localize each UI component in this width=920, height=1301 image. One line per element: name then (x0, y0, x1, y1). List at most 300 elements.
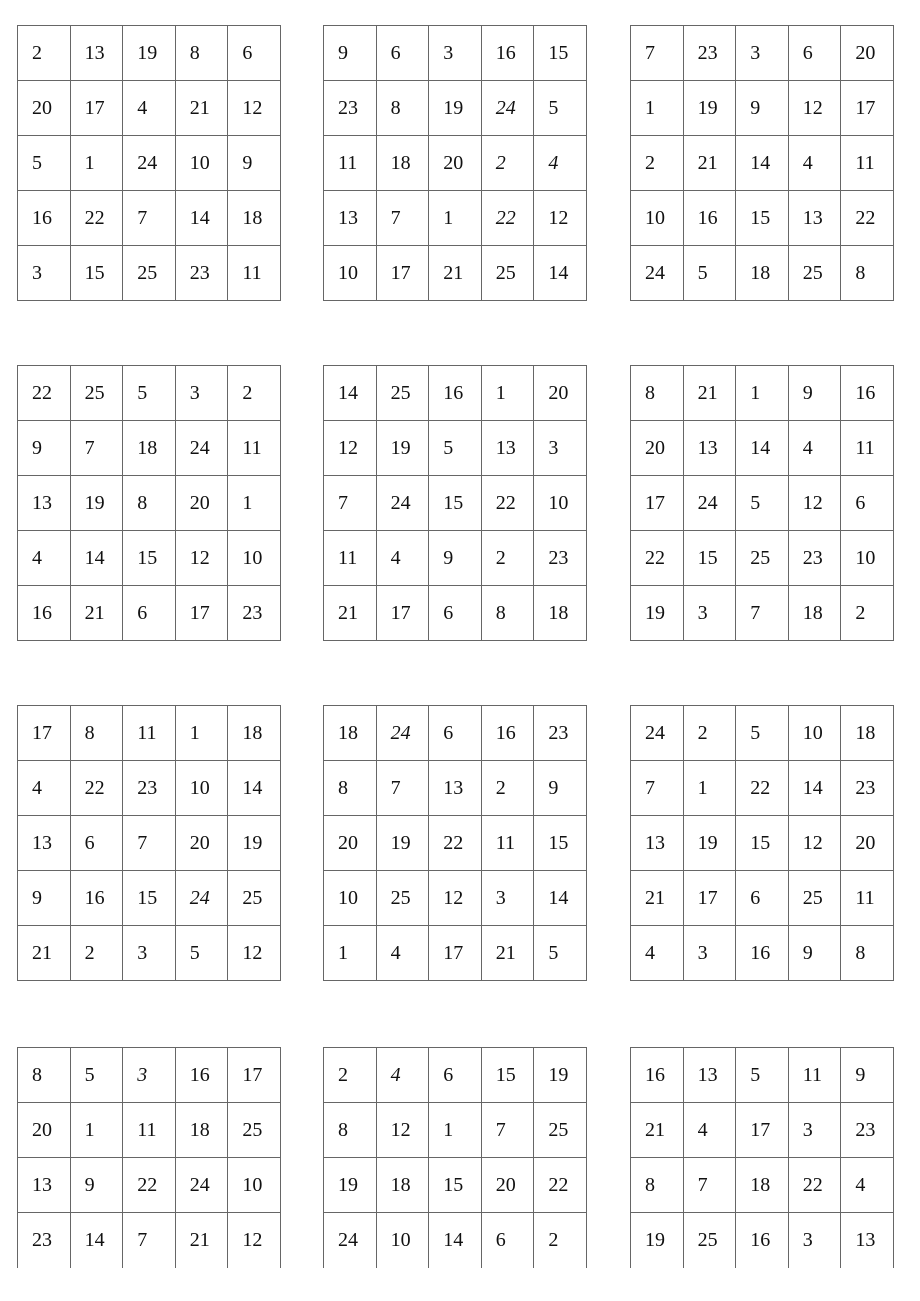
grid-cell: 5 (18, 136, 71, 191)
grid-cell: 18 (736, 246, 789, 301)
grid-row (324, 706, 587, 761)
grid-cell: 8 (841, 246, 894, 301)
grid-cell: 4 (18, 761, 71, 816)
grid-row (631, 1158, 894, 1213)
grid-cell: 4 (788, 136, 841, 191)
grid-cell: 24 (631, 246, 684, 301)
grid-cell: 23 (534, 531, 587, 586)
grid-cell: 20 (175, 476, 228, 531)
grid-row (18, 476, 281, 531)
grid-cell: 23 (123, 761, 176, 816)
grid-cell: 19 (631, 1213, 684, 1268)
grid-cell: 14 (175, 191, 228, 246)
grid-row (631, 366, 894, 421)
grid-row (18, 1048, 281, 1103)
grid-cell: 25 (228, 871, 281, 926)
grid-cell: 16 (631, 1048, 684, 1103)
grid-cell: 18 (228, 706, 281, 761)
grid-cell: 3 (788, 1213, 841, 1268)
grid-cell: 3 (175, 366, 228, 421)
grid-cell: 3 (481, 871, 534, 926)
grid-cell: 9 (841, 1048, 894, 1103)
grid-cell: 9 (18, 871, 71, 926)
grid-cell: 22 (429, 816, 482, 871)
grid-cell: 6 (736, 871, 789, 926)
grid-cell: 3 (788, 1103, 841, 1158)
grid-cell: 14 (534, 871, 587, 926)
grid-cell: 14 (429, 1213, 482, 1268)
grid-cell: 8 (631, 1158, 684, 1213)
grid-cell: 7 (736, 586, 789, 641)
grid-cell: 5 (429, 421, 482, 476)
grid-row (631, 1103, 894, 1158)
grid-cell: 4 (376, 531, 429, 586)
grid-row (18, 136, 281, 191)
grid-row (631, 816, 894, 871)
grid-cell: 25 (683, 1213, 736, 1268)
grid-cell: 14 (70, 531, 123, 586)
grid-cell: 25 (376, 366, 429, 421)
grid-cell: 12 (175, 531, 228, 586)
grid-cell: 12 (228, 926, 281, 981)
grid-row (631, 191, 894, 246)
grid-cell: 24 (376, 476, 429, 531)
grid-row (324, 476, 587, 531)
grid-cell: 15 (534, 26, 587, 81)
grid-cell: 25 (123, 246, 176, 301)
grid-row (18, 1213, 281, 1268)
grid-cell: 23 (534, 706, 587, 761)
grid-cell: 8 (631, 366, 684, 421)
grid-cell: 10 (228, 531, 281, 586)
grid-cell: 25 (788, 871, 841, 926)
grid-cell: 10 (841, 531, 894, 586)
grid-cell: 11 (481, 816, 534, 871)
grid-cell: 22 (534, 1158, 587, 1213)
grid-cell: 13 (683, 421, 736, 476)
grid-cell: 13 (18, 476, 71, 531)
grid-row (18, 706, 281, 761)
number-grid (17, 365, 281, 641)
grid-cell: 18 (376, 1158, 429, 1213)
grid-cell: 7 (481, 1103, 534, 1158)
grid-cell: 8 (175, 26, 228, 81)
number-grid (17, 1047, 281, 1268)
grid-cell: 4 (788, 421, 841, 476)
grid-cell: 8 (376, 81, 429, 136)
grid-cell: 5 (736, 706, 789, 761)
grid-row (324, 366, 587, 421)
grid-row (324, 81, 587, 136)
grid-cell: 17 (175, 586, 228, 641)
grid-row (324, 1158, 587, 1213)
grid-cell: 17 (18, 706, 71, 761)
grid-cell: 2 (70, 926, 123, 981)
grid-cell: 7 (324, 476, 377, 531)
number-grid (323, 1047, 587, 1268)
grid-cell: 24 (481, 81, 534, 136)
grid-cell: 21 (70, 586, 123, 641)
grid-cell: 18 (841, 706, 894, 761)
grid-cell: 22 (481, 476, 534, 531)
grid-cell: 5 (175, 926, 228, 981)
grid-row (324, 531, 587, 586)
grid-cell: 11 (123, 706, 176, 761)
grid-cell: 21 (429, 246, 482, 301)
grid-row (18, 81, 281, 136)
grid-cell: 12 (376, 1103, 429, 1158)
grid-cell: 10 (788, 706, 841, 761)
grid-cell: 3 (736, 26, 789, 81)
grid-row (18, 761, 281, 816)
grid-cell: 4 (683, 1103, 736, 1158)
grid-cell: 9 (788, 366, 841, 421)
grid-row (18, 26, 281, 81)
grid-cell: 3 (123, 1048, 176, 1103)
grid-cell: 5 (736, 1048, 789, 1103)
grid-cell: 9 (429, 531, 482, 586)
grid-cell: 22 (70, 191, 123, 246)
grid-row (324, 1213, 587, 1268)
grid-cell: 19 (376, 816, 429, 871)
grid-row (18, 586, 281, 641)
grid-cell: 1 (175, 706, 228, 761)
grid-cell: 11 (841, 871, 894, 926)
grid-cell: 17 (429, 926, 482, 981)
grid-cell: 20 (841, 816, 894, 871)
grid-cell: 21 (683, 366, 736, 421)
grid-cell: 18 (324, 706, 377, 761)
grid-cell: 14 (228, 761, 281, 816)
grid-cell: 6 (841, 476, 894, 531)
grid-cell: 7 (376, 761, 429, 816)
grid-cell: 10 (376, 1213, 429, 1268)
grid-cell: 11 (788, 1048, 841, 1103)
grid-row (631, 871, 894, 926)
grid-cell: 22 (481, 191, 534, 246)
grid-cell: 13 (429, 761, 482, 816)
grid-cell: 20 (481, 1158, 534, 1213)
grid-cell: 11 (324, 531, 377, 586)
grid-cell: 8 (18, 1048, 71, 1103)
grid-cell: 5 (534, 926, 587, 981)
grid-cell: 20 (324, 816, 377, 871)
grid-cell: 8 (324, 1103, 377, 1158)
grid-cell: 25 (481, 246, 534, 301)
grid-cell: 7 (683, 1158, 736, 1213)
grid-cell: 1 (631, 81, 684, 136)
grid-cell: 1 (70, 1103, 123, 1158)
grid-cell: 15 (123, 871, 176, 926)
grid-row (18, 926, 281, 981)
grid-cell: 22 (70, 761, 123, 816)
grid-cell: 15 (736, 191, 789, 246)
grid-cell: 9 (18, 421, 71, 476)
grid-cell: 12 (788, 81, 841, 136)
grid-cell: 2 (841, 586, 894, 641)
grid-cell: 19 (376, 421, 429, 476)
grid-cell: 24 (631, 706, 684, 761)
grid-cell: 3 (683, 926, 736, 981)
grid-row (324, 1048, 587, 1103)
grid-row (18, 1158, 281, 1213)
grid-cell: 16 (481, 706, 534, 761)
number-grid (630, 1047, 894, 1268)
grid-cell: 5 (123, 366, 176, 421)
grid-cell: 6 (70, 816, 123, 871)
grid-cell: 12 (429, 871, 482, 926)
number-grid (17, 25, 281, 301)
grid-row (18, 531, 281, 586)
grid-row (18, 191, 281, 246)
grid-row (631, 136, 894, 191)
grid-row (631, 1213, 894, 1268)
grid-cell: 7 (123, 1213, 176, 1268)
grid-cell: 5 (534, 81, 587, 136)
grid-cell: 1 (324, 926, 377, 981)
grid-cell: 18 (736, 1158, 789, 1213)
number-grid (630, 705, 894, 981)
grid-cell: 14 (736, 421, 789, 476)
grid-cell: 24 (175, 421, 228, 476)
grid-cell: 19 (123, 26, 176, 81)
grid-cell: 17 (70, 81, 123, 136)
grid-cell: 11 (228, 421, 281, 476)
grid-cell: 12 (324, 421, 377, 476)
grid-cell: 17 (631, 476, 684, 531)
grid-cell: 11 (841, 136, 894, 191)
grid-row (18, 816, 281, 871)
grid-cell: 21 (175, 1213, 228, 1268)
grid-row (324, 816, 587, 871)
grid-cell: 21 (683, 136, 736, 191)
grid-cell: 10 (175, 761, 228, 816)
grid-cell: 8 (123, 476, 176, 531)
grid-cell: 22 (123, 1158, 176, 1213)
grid-cell: 25 (788, 246, 841, 301)
grid-cell: 9 (228, 136, 281, 191)
grid-cell: 23 (841, 761, 894, 816)
grid-cell: 7 (631, 26, 684, 81)
grid-cell: 1 (736, 366, 789, 421)
grid-cell: 19 (683, 81, 736, 136)
grid-cell: 14 (736, 136, 789, 191)
grid-cell: 1 (481, 366, 534, 421)
grid-cell: 6 (123, 586, 176, 641)
grid-cell: 18 (228, 191, 281, 246)
grid-cell: 6 (429, 586, 482, 641)
grid-row (18, 246, 281, 301)
grid-cell: 23 (18, 1213, 71, 1268)
grid-cell: 23 (228, 586, 281, 641)
grid-cell: 17 (376, 246, 429, 301)
number-grid (17, 705, 281, 981)
grid-cell: 19 (228, 816, 281, 871)
grid-cell: 20 (841, 26, 894, 81)
grid-cell: 10 (324, 246, 377, 301)
grid-cell: 25 (376, 871, 429, 926)
grid-cell: 14 (324, 366, 377, 421)
grid-cell: 22 (631, 531, 684, 586)
grid-cell: 19 (631, 586, 684, 641)
grid-cell: 23 (788, 531, 841, 586)
grid-cell: 16 (481, 26, 534, 81)
grid-cell: 21 (324, 586, 377, 641)
grid-cell: 13 (481, 421, 534, 476)
grid-cell: 15 (736, 816, 789, 871)
grid-cell: 1 (429, 1103, 482, 1158)
grid-cell: 1 (429, 191, 482, 246)
grid-cell: 24 (324, 1213, 377, 1268)
grid-cell: 13 (683, 1048, 736, 1103)
grid-cell: 7 (123, 191, 176, 246)
grid-row (324, 136, 587, 191)
grid-row (631, 761, 894, 816)
grid-cell: 2 (683, 706, 736, 761)
grid-cell: 2 (324, 1048, 377, 1103)
grid-cell: 10 (534, 476, 587, 531)
grid-cell: 24 (683, 476, 736, 531)
grid-cell: 9 (534, 761, 587, 816)
grid-cell: 11 (123, 1103, 176, 1158)
grid-row (631, 586, 894, 641)
grid-cell: 18 (534, 586, 587, 641)
grid-cell: 16 (683, 191, 736, 246)
grid-cell: 12 (788, 816, 841, 871)
grid-cell: 2 (481, 531, 534, 586)
grid-cell: 4 (841, 1158, 894, 1213)
grid-cell: 2 (481, 761, 534, 816)
grid-cell: 18 (175, 1103, 228, 1158)
grid-row (324, 871, 587, 926)
grid-cell: 21 (631, 871, 684, 926)
grid-cell: 17 (841, 81, 894, 136)
grid-cell: 4 (376, 926, 429, 981)
grid-row (324, 1103, 587, 1158)
grid-cell: 11 (324, 136, 377, 191)
number-grid (323, 365, 587, 641)
grid-row (631, 421, 894, 476)
grid-cell: 24 (175, 1158, 228, 1213)
grid-cell: 23 (841, 1103, 894, 1158)
grid-cell: 18 (788, 586, 841, 641)
grid-cell: 21 (481, 926, 534, 981)
grid-cell: 17 (376, 586, 429, 641)
grid-cell: 8 (481, 586, 534, 641)
grid-cell: 4 (18, 531, 71, 586)
grid-row (324, 586, 587, 641)
grid-cell: 3 (123, 926, 176, 981)
grid-cell: 20 (429, 136, 482, 191)
grid-cell: 12 (228, 1213, 281, 1268)
number-grid (630, 365, 894, 641)
grid-cell: 23 (175, 246, 228, 301)
grid-cell: 4 (376, 1048, 429, 1103)
grid-cell: 17 (228, 1048, 281, 1103)
grid-cell: 18 (123, 421, 176, 476)
grid-cell: 2 (228, 366, 281, 421)
grid-cell: 20 (631, 421, 684, 476)
grid-cell: 1 (70, 136, 123, 191)
grid-cell: 12 (228, 81, 281, 136)
grid-cell: 6 (788, 26, 841, 81)
grid-cell: 16 (18, 586, 71, 641)
grid-row (18, 366, 281, 421)
grid-cell: 13 (18, 816, 71, 871)
grid-cell: 16 (70, 871, 123, 926)
grid-cell: 16 (429, 366, 482, 421)
grid-cell: 14 (70, 1213, 123, 1268)
grid-cell: 16 (736, 926, 789, 981)
grid-cell: 14 (788, 761, 841, 816)
grid-row (631, 1048, 894, 1103)
grid-cell: 11 (841, 421, 894, 476)
grid-cell: 16 (736, 1213, 789, 1268)
grid-cell: 20 (534, 366, 587, 421)
grid-cell: 21 (18, 926, 71, 981)
grid-row (631, 81, 894, 136)
grid-row (631, 531, 894, 586)
grid-row (324, 26, 587, 81)
grid-cell: 6 (481, 1213, 534, 1268)
grid-cell: 24 (376, 706, 429, 761)
grid-cell: 24 (123, 136, 176, 191)
grid-cell: 9 (70, 1158, 123, 1213)
grid-cell: 6 (228, 26, 281, 81)
grid-cell: 16 (18, 191, 71, 246)
grid-cell: 19 (534, 1048, 587, 1103)
grid-cell: 25 (534, 1103, 587, 1158)
number-grid (323, 705, 587, 981)
grid-cell: 2 (534, 1213, 587, 1268)
grid-cell: 22 (736, 761, 789, 816)
number-grid (630, 25, 894, 301)
grid-cell: 8 (324, 761, 377, 816)
grid-cell: 3 (18, 246, 71, 301)
grid-row (324, 926, 587, 981)
grid-cell: 15 (534, 816, 587, 871)
grid-cell: 21 (175, 81, 228, 136)
grid-cell: 2 (631, 136, 684, 191)
grid-cell: 2 (18, 26, 71, 81)
grid-cell: 7 (123, 816, 176, 871)
grid-cell: 13 (631, 816, 684, 871)
grid-row (324, 246, 587, 301)
grid-cell: 10 (175, 136, 228, 191)
grid-cell: 14 (534, 246, 587, 301)
grid-row (324, 761, 587, 816)
grid-cell: 15 (123, 531, 176, 586)
grid-cell: 13 (324, 191, 377, 246)
grid-cell: 7 (376, 191, 429, 246)
grid-cell: 20 (18, 1103, 71, 1158)
grid-cell: 7 (70, 421, 123, 476)
grid-cell: 9 (736, 81, 789, 136)
grid-cell: 15 (70, 246, 123, 301)
grid-cell: 22 (18, 366, 71, 421)
grid-row (18, 871, 281, 926)
grid-cell: 25 (70, 366, 123, 421)
number-grid (323, 25, 587, 301)
grid-cell: 25 (736, 531, 789, 586)
grid-cell: 19 (70, 476, 123, 531)
grid-cell: 19 (324, 1158, 377, 1213)
grid-cell: 15 (429, 1158, 482, 1213)
grid-cell: 12 (788, 476, 841, 531)
grid-cell: 15 (683, 531, 736, 586)
grid-cell: 4 (534, 136, 587, 191)
grid-row (631, 706, 894, 761)
